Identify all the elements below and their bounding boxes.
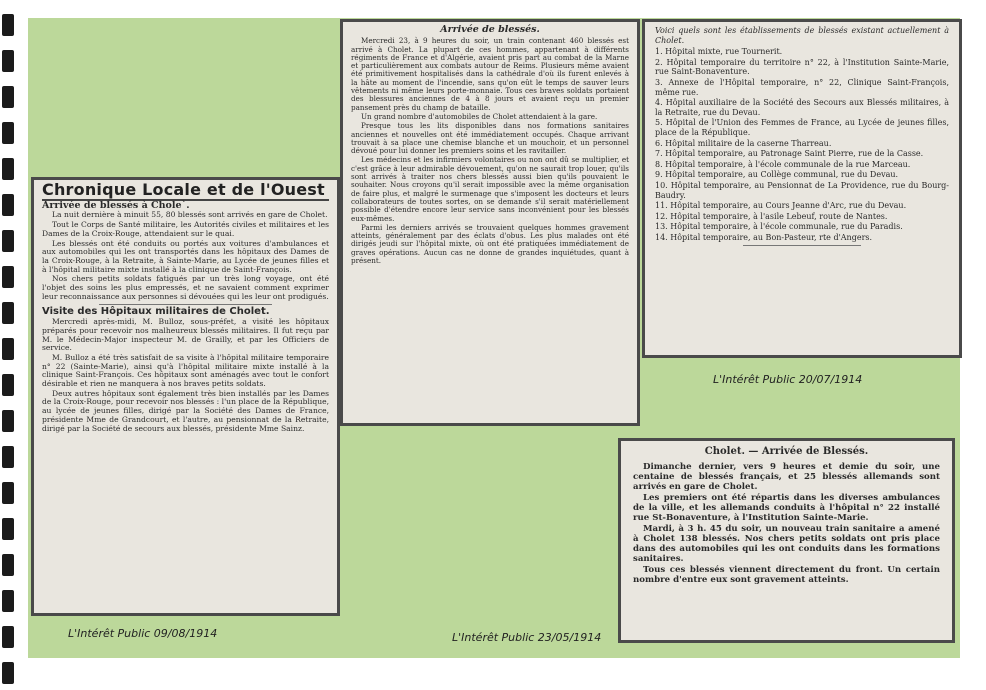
binding-ring <box>2 230 14 252</box>
source-caption: L'Intérêt Public 20/07/1914 <box>713 373 863 386</box>
clipping-subtitle: Cholet. — Arrivée de Blessés. <box>704 446 869 457</box>
binding-ring <box>2 194 14 216</box>
paragraph: Les blessés ont été conduits ou portés aux voitures d'ambulances et aux automobiles qui les ont transportés dans les hôpitaux des Dames de la Croix-Rouge, à la Retraite, à Sainte-Marie, au Lycée de jeunes filles et à l'hôpital militaire mixte installé à la clinique de Saint-François. <box>42 238 329 274</box>
binding-ring <box>2 662 14 684</box>
paragraph: Presque tous les lits disponibles dans nos formations sanitaires anciennes et nouvelles ont été immédiatement occupés. Chaque arrivant trouvait à sa place une chemise blanche et un mouchoir, et un personnel dévoué pour lui donner les premiers soins et les ravitailler. <box>351 121 629 156</box>
paragraph: Nos chers petits soldats fatigués par un très long voyage, ont été l'objet des soins les plus empressés, et ne savaient comment exprimer leur reconnaissance aux personnes si dévouées qui les leur ont prodigués. <box>42 274 329 301</box>
paragraph: Les médecins et les infirmiers volontaires ou non ont dû se multiplier, et c'est grâce à leur admirable dévouement, qu'on ne saurait trop louer, qu'ils sont arrivés à traiter nos chers blessés aussi bien qu'ils pouvaient le souhaiter. Nous croyons qu'il serait impossible avec la même organisation de faire plus, et malgré le surmenage que s'imposent les docteurs et leurs collaborateurs de toutes sortes, on se demande s'il serait matériellement possible d'étendre encore leur service sans inconvénient pour les blessés eux-mêmes. <box>351 155 629 223</box>
list-item: 6. Hôpital militaire de la caserne Tharreau. <box>655 138 832 148</box>
binding-ring <box>2 518 14 540</box>
binding-ring <box>2 374 14 396</box>
source-caption: L'Intérêt Public 23/05/1914 <box>452 631 602 644</box>
paragraph: M. Bulloz a été très satisfait de sa visite à l'hôpital militaire temporaire n° 22 (Sainte-Marie), ainsi qu'à l'hôpital militaire mixte installé à la clinique Saint-François. Ces hôpitaux sont aménagés avec tout le confort désirable et rien ne manquera à nos braves petits soldats. <box>42 352 329 389</box>
binding-ring <box>2 554 14 576</box>
list-item: 3. Annexe de l'Hôpital temporaire, n° 22, Clinique Saint-François, même rue. <box>655 77 949 97</box>
binding-ring <box>2 266 14 288</box>
list-item: 1. Hôpital mixte, rue Tournerit. <box>655 47 783 57</box>
paragraph: Les premiers ont été répartis dans les diverses ambulances de la ville, et les allemands conduits à l'hôpital n° 22 installé rue St-Bonaventure, à l'Institution Sainte-Marie. <box>633 493 940 523</box>
binding-ring <box>2 86 14 108</box>
paragraph: Tout le Corps de Santé militaire, les Autorités civiles et militaires et les Dames de la Croix-Rouge, attendaient sur le quai. <box>42 220 329 238</box>
clipping-title: Chronique Locale et de l'Ouest <box>42 180 329 201</box>
binding-ring <box>2 626 14 648</box>
paragraph: Parmi les derniers arrivés se trouvaient quelques hommes gravement atteints, généralement par des éclats d'obus. Les plus malades ont été dirigés jeudi sur l'hôpital mixte, où ont été pratiquées immédiatement de graves opérations. Aucun cas ne donne de grandes inquiétudes, quant à présent. <box>351 222 629 266</box>
paragraph: Tous ces blessés viennent directement du front. Un certain nombre d'entre eux sont gravement atteints. <box>633 565 940 585</box>
list-item: 11. Hôpital temporaire, au Cours Jeanne d'Arc, rue du Devau. <box>655 201 907 211</box>
paragraph: Un grand nombre d'automobiles de Cholet attendaient à la gare. <box>361 111 598 121</box>
list-item: 9. Hôpital temporaire, au Collège communal, rue du Devau. <box>655 170 899 180</box>
list-intro: Voici quels sont les établissements de blessés existant actuellement à Cholet. <box>655 26 949 45</box>
list-item: 13. Hôpital temporaire, à l'école communale, rue du Paradis. <box>655 222 903 232</box>
paragraph: Dimanche dernier, vers 9 heures et demie du soir, une centaine de blessés français, et 25 blessés allemands sont arrivés en gare de Cholet. <box>633 462 940 492</box>
paragraph: Mercredi 23, à 9 heures du soir, un train contenant 460 blessés est arrivé à Cholet. La plupart de ces hommes, appartenant à différents régiments de France et d'Algérie, avaient pris part au combat de la Marne et particulièrement aux combats autour de Reims. Plusieurs même avaient été primitivement hospitalisés dans la cathédrale d'où ils furent enlevés à la hâte au moment de l'incendie, sans qu'on eût le temps de sauver leurs vêtements ni même leurs porte-monnaie. Tous ces braves soldats portaient des blessures anciennes de 4 à 8 jours et avaient reçu un premier pansement près du champ de bataille. <box>351 36 629 112</box>
paragraph: Mardi, à 3 h. 45 du soir, un nouveau train sanitaire a amené à Cholet 138 blessés. Nos chers petits soldats ont pris place dans des automobiles qui les ont conduits dans les formations sanitaires. <box>633 524 940 564</box>
clipping-cholet-arrivee <box>618 438 955 643</box>
clipping-arrivee-blesses-train <box>340 19 640 426</box>
list-item: 7. Hôpital temporaire, au Patronage Saint Pierre, rue de la Casse. <box>655 149 924 159</box>
clipping-chronique-locale <box>31 177 340 616</box>
list-item: 8. Hôpital temporaire, à l'école communale de la rue Marceau. <box>655 159 911 169</box>
list-item: 2. Hôpital temporaire du territoire n° 22, à l'Institution Sainte-Marie, rue Saint-Bonaventure. <box>655 57 949 77</box>
binding-ring <box>2 158 14 180</box>
binding-ring <box>2 122 14 144</box>
clipping-subtitle: Visite des Hôpitaux militaires de Cholet. <box>42 306 270 318</box>
list-item: 4. Hôpital auxiliaire de la Société des Secours aux Blessés militaires, à la Retraite, rue du Devau. <box>655 98 949 117</box>
clipping-subtitle: Arrivée de blessés. <box>440 24 540 35</box>
source-caption: L'Intérêt Public 09/08/1914 <box>68 627 218 640</box>
paragraph: Mercredi après-midi, M. Bulloz, sous-préfet, a visité les hôpitaux préparés pour recevoir nos malheureux blessés militaires. Il fut reçu par M. le Médecin-Major inspecteur M. de Grailly, et par les Officiers de service. <box>42 317 329 353</box>
binding-ring <box>2 590 14 612</box>
binding-ring <box>2 302 14 324</box>
clipping-liste-etablissements <box>642 19 962 358</box>
divider <box>743 245 861 246</box>
binding-ring <box>2 14 14 36</box>
list-item: 5. Hôpital de l'Union des Femmes de France, au Lycée de jeunes filles, place de la République. <box>655 118 949 137</box>
binding-ring <box>2 482 14 504</box>
binding-ring <box>2 50 14 72</box>
clipping-subtitle: Arrivée de blessés à Chole`. <box>42 199 190 211</box>
paragraph: La nuit dernière à minuit 55, 80 blessés sont arrivés en gare de Cholet. <box>52 210 328 220</box>
binding-ring <box>2 410 14 432</box>
list-item: 12. Hôpital temporaire, à l'asile Lebeuf, route de Nantes. <box>655 211 888 221</box>
list-item: 10. Hôpital temporaire, au Pensionnat de La Providence, rue du Bourg-Baudry. <box>655 180 949 200</box>
spiral-binding <box>0 0 26 690</box>
list-item: 14. Hôpital temporaire, au Bon-Pasteur, rte d'Angers. <box>655 232 873 242</box>
binding-ring <box>2 446 14 468</box>
paragraph: Deux autres hôpitaux sont également très bien installés par les Dames de la Croix-Rouge, pour recevoir nos blessés : l'un place de la République, au lycée de jeunes filles, dirigé par la Société des Dames de France, présidente Mme de Grandcourt, et l'autre, au pensionnat de la Retraite, dirigé par la Société de secours aux blessés, présidente Mme Sainz. <box>42 388 329 433</box>
binding-ring <box>2 338 14 360</box>
